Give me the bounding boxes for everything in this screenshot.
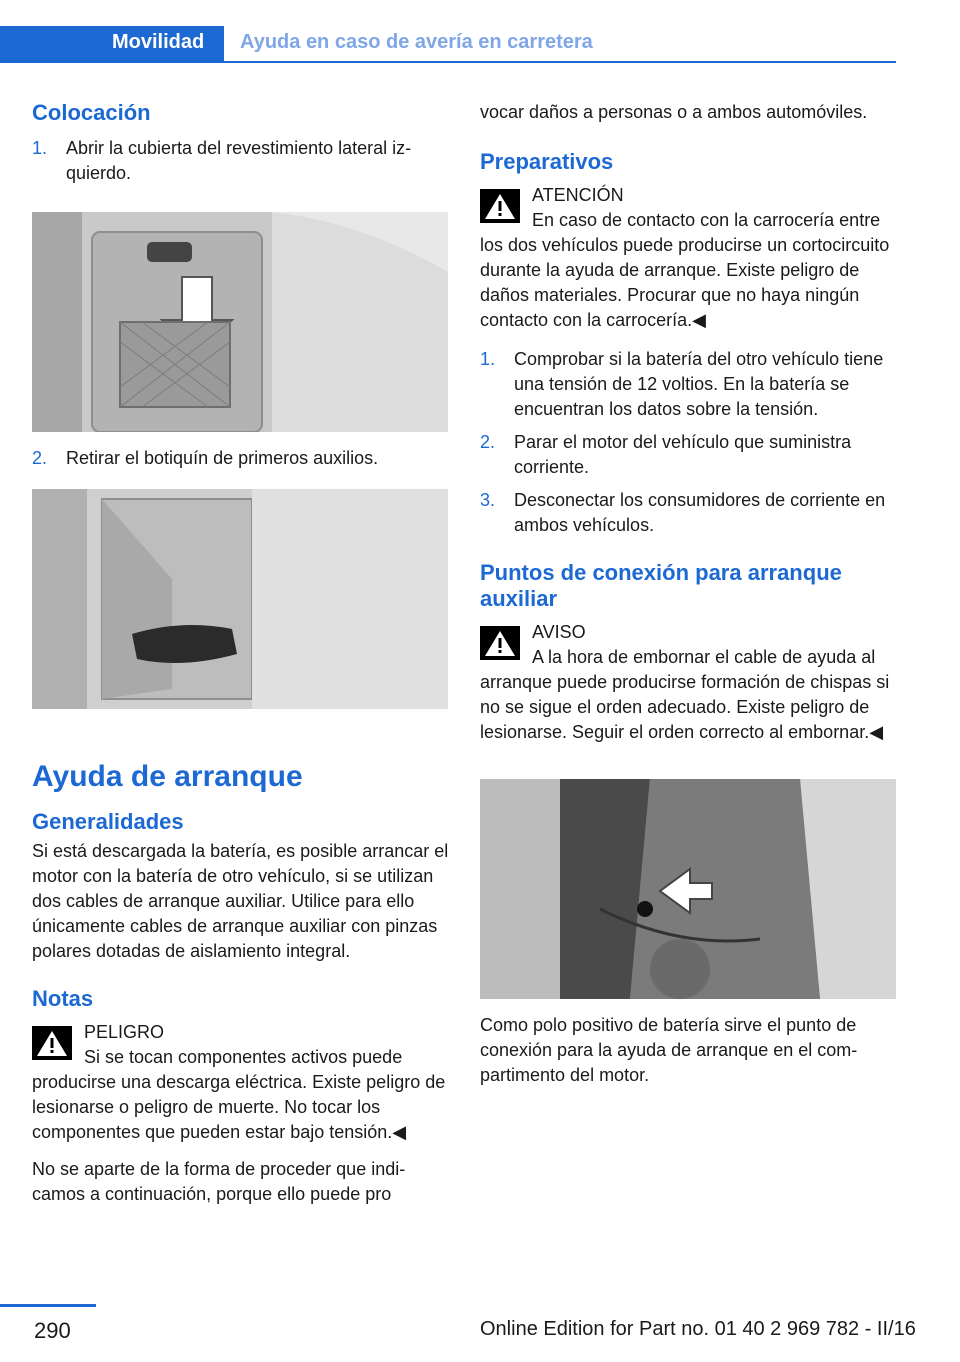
notice-text: A la hora de embornar el cable de ayuda al arranque puede producirse formación de chispas si no se sigue el orden adecuado. Existe peligro de lesionarse. Seguir el orden correcto al embornar.◀ <box>480 647 890 742</box>
header-rule <box>224 61 896 63</box>
list-number: 2. <box>480 432 496 452</box>
colocacion-heading: Colocación <box>32 100 151 125</box>
list-number: 1. <box>480 349 496 369</box>
left-column <box>32 100 450 1207</box>
procedure-note: No se aparte de la forma de proceder que indicamos a continuación, porque ello puede pro <box>32 1159 406 1204</box>
generalidades-heading: Generalidades <box>32 809 184 834</box>
compartment-illustration <box>32 489 448 709</box>
attention-title: ATENCIÓN <box>532 185 624 205</box>
warning-triangle-icon <box>480 189 520 223</box>
notas-heading: Notas <box>32 986 94 1011</box>
notice-title: AVISO <box>532 622 586 642</box>
list-item <box>32 446 450 471</box>
chapter-label: Ayuda en caso de avería en carretera <box>240 31 593 53</box>
right-column <box>480 100 898 1088</box>
list-item <box>480 488 898 538</box>
continuation-text: vocar daños a personas o a ambos automóviles. <box>480 102 868 122</box>
footer-rule <box>0 1304 96 1307</box>
warning-triangle-icon <box>32 1026 72 1060</box>
danger-text: Si se tocan componentes activos puede producirse una descarga eléctrica. Existe peligro de lesionarse o peligro de muerte. No tocar los componentes que pueden estar bajo tensión.◀ <box>32 1047 446 1142</box>
page-header <box>0 0 960 64</box>
list-text: Comprobar si la batería del otro vehículo tiene una tensión de 12 voltios. En la batería se encuentran los datos sobre la tensión. <box>514 349 884 419</box>
list-number: 2. <box>32 448 48 468</box>
list-number: 3. <box>480 490 496 510</box>
preparativos-heading: Preparativos <box>480 149 614 174</box>
list-text: Retirar el botiquín de primeros auxilios. <box>66 448 379 468</box>
list-text: Desconectar los consumidores de corriente en ambos vehículos. <box>514 490 886 535</box>
danger-title: PELIGRO <box>84 1022 165 1042</box>
list-item <box>480 430 898 480</box>
side-panel-illustration <box>32 212 448 432</box>
attention-text: En caso de contacto con la carrocería entre los dos vehículos puede producirse un cortocircuito durante la ayuda de arranque. Existe peligro de daños materiales. Procurar que no haya ningún contacto con la carrocería.◀ <box>480 210 890 330</box>
attention-note <box>480 183 898 333</box>
list-text: Abrir la cubierta del revestimiento lateral izquierdo. <box>66 138 412 183</box>
list-item <box>480 347 898 422</box>
page-number: 290 <box>34 1318 71 1343</box>
edition-text: Online Edition for Part no. 01 40 2 969 782 - II/16 <box>480 1318 916 1340</box>
generalidades-text: Si está descargada la batería, es posible arrancar el motor con la batería de otro vehículo, si se utilizan dos cables de arranque auxiliar. Utilice para ello únicamente cables de arranque auxiliar con pinzas polares dotadas de aislamiento integral. <box>32 841 449 961</box>
ayuda-heading: Ayuda de arranque <box>32 760 303 793</box>
list-item <box>32 136 450 186</box>
danger-note <box>32 1020 450 1145</box>
engine-illustration <box>480 779 896 999</box>
side-panel-photo <box>32 212 448 432</box>
engine-compartment-photo <box>480 779 896 999</box>
puntos-heading: Puntos de conexión para arranque auxiliar <box>480 560 842 611</box>
first-aid-compartment-photo <box>32 489 448 709</box>
list-text: Parar el motor del vehículo que suministra corriente. <box>514 432 852 477</box>
notice-note <box>480 620 898 745</box>
list-number: 1. <box>32 138 48 158</box>
section-label: Movilidad <box>112 31 205 53</box>
warning-triangle-icon <box>480 626 520 660</box>
positive-pole-text: Como polo positivo de batería sirve el punto de conexión para la ayuda de arranque en el compartimento del motor. <box>480 1015 858 1085</box>
